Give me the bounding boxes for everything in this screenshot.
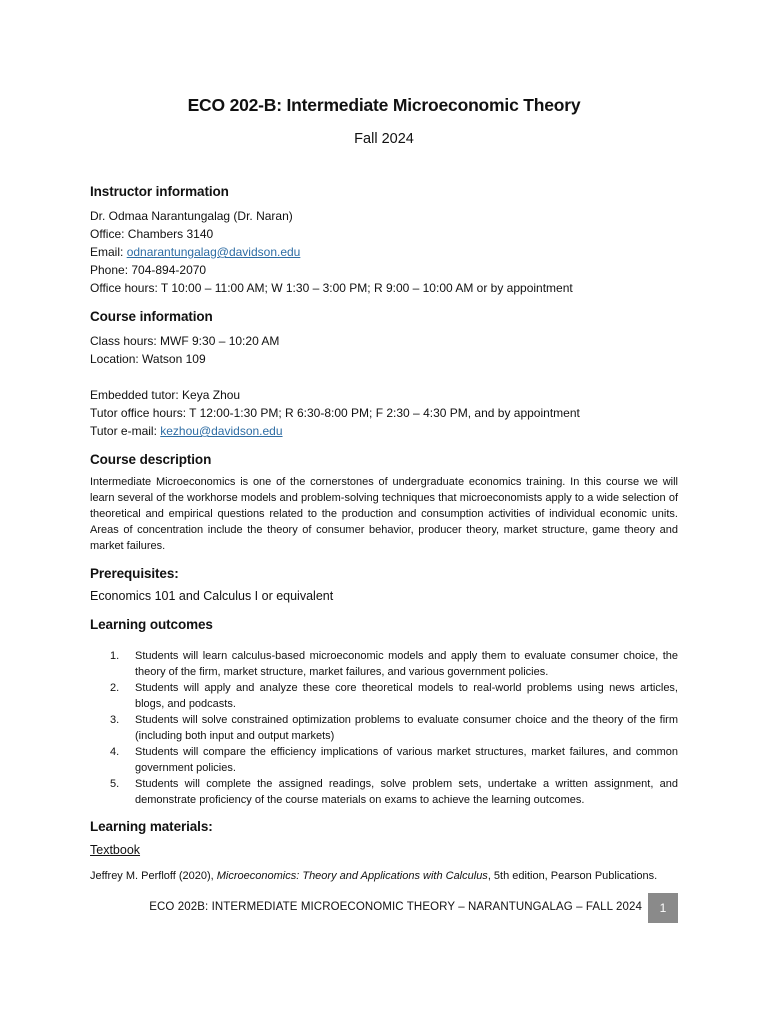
footer-text: ECO 202B: INTERMEDIATE MICROECONOMIC THEORY – NARANTUNGALAG – FALL 2024 [149,901,642,913]
instructor-email-line [90,243,300,261]
tutor-email-label: Tutor e-mail: [90,424,161,438]
list-item-number: 2. [110,682,120,694]
document-title: ECO 202-B: Intermediate Microeconomic Theory [187,95,581,115]
materials-heading: Learning materials: [90,819,213,834]
instructor-email-link[interactable]: odnarantungalag@davidson.edu [126,245,301,259]
instructor-office: Office: Chambers 3140 [90,227,214,241]
list-item [110,744,678,776]
class-hours: Class hours: MWF 9:30 – 10:20 AM [90,334,280,348]
email-label: Email: [90,245,127,259]
embedded-tutor: Embedded tutor: Keya Zhou [90,388,241,402]
document-term: Fall 2024 [354,131,414,147]
prerequisites-heading: Prerequisites: [90,566,179,581]
list-item-number: 3. [110,714,120,726]
list-item [110,680,678,712]
list-item [110,776,678,808]
textbook-citation [90,867,678,885]
description-heading: Course description [90,452,212,467]
list-item-number: 1. [110,650,120,662]
list-item-number: 5. [110,778,120,790]
citation-author: Jeffrey M. Perfloff (2020), [90,870,217,882]
page-footer [90,893,678,923]
page-number-badge: 1 [648,893,678,923]
citation-rest: , 5th edition, Pearson Publications. [487,870,658,882]
course-heading: Course information [90,309,213,324]
tutor-office-hours: Tutor office hours: T 12:00-1:30 PM; R 6:30-8:00 PM; F 2:30 – 4:30 PM, and by appointment [90,406,580,420]
list-item-number: 4. [110,746,120,758]
instructor-phone: Phone: 704-894-2070 [90,263,207,277]
outcomes-list [90,648,678,808]
description-text: Intermediate Microeconomics is one of the cornerstones of undergraduate economics training. In this course we will learn several of the workhorse models and problem-solving techniques that microeconomists apply to a wide selection of theoretical and empirical questions related to the production and consumption activities of individual economic units. Areas of concentration include the theory of consumer behavior, producer theory, market structure, game theory and market failures. [90,476,678,552]
instructor-name: Dr. Odmaa Narantungalag (Dr. Naran) [90,209,293,223]
list-item-text: Students will complete the assigned readings, solve problem sets, undertake a written assignment, and demonstrate proficiency of the course materials on exams to achieve the learning outcomes. [135,778,678,806]
prerequisites-text: Economics 101 and Calculus I or equivalent [90,589,334,603]
class-location: Location: Watson 109 [90,352,206,366]
list-item-text: Students will solve constrained optimization problems to evaluate consumer choice and the theory of the firm (including both input and output markets) [135,714,678,742]
outcomes-heading: Learning outcomes [90,617,213,632]
citation-title: Microeconomics: Theory and Applications with Calculus [216,870,488,882]
instructor-heading: Instructor information [90,184,229,199]
tutor-email-link[interactable]: kezhou@davidson.edu [160,424,283,438]
list-item [110,712,678,744]
list-item-text: Students will compare the efficiency implications of various market structures, market failures, and common government policies. [135,746,678,774]
list-item-text: Students will learn calculus-based microeconomic models and apply them to evaluate consumer choice, the theory of the firm, market structure, market failures, and various government policies. [135,650,678,678]
list-item-text: Students will apply and analyze these core theoretical models to real-world problems using news articles, blogs, and podcasts. [135,682,678,710]
tutor-email-line [90,422,283,440]
list-item [110,648,678,680]
instructor-office-hours: Office hours: T 10:00 – 11:00 AM; W 1:30 – 3:00 PM; R 9:00 – 10:00 AM or by appointment [90,281,573,295]
textbook-label: Textbook [90,843,141,857]
